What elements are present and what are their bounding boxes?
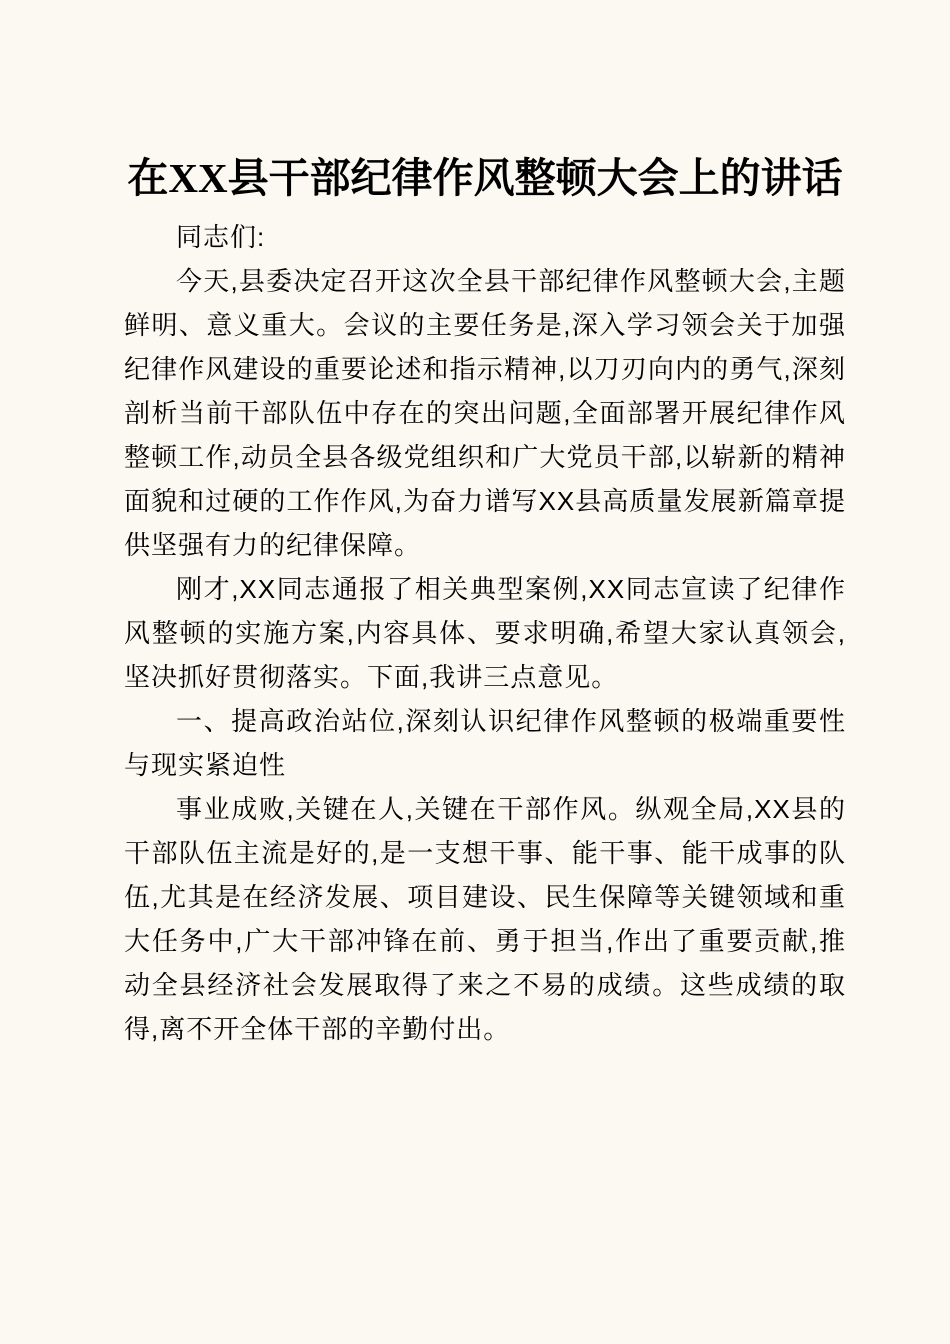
section-heading: 一、提高政治站位,深刻认识纪律作风整顿的极端重要性与现实紧迫性 <box>124 706 846 780</box>
document-title: 在XX县干部纪律作风整顿大会上的讲话 <box>127 155 843 201</box>
paragraph-body: 刚才,XX同志通报了相关典型案例,XX同志宣读了纪律作风整顿的实施方案,内容具体、要求明确,希望大家认真领会,坚决抓好贯彻落实。下面,我讲三点意见。 <box>124 574 846 692</box>
document-content <box>124 0 846 1051</box>
paragraph-salutation: 同志们: <box>176 222 266 252</box>
paragraph-body: 今天,县委决定召开这次全县干部纪律作风整顿大会,主题鲜明、意义重大。会议的主要任务是,深入学习领会关于加强纪律作风建设的重要论述和指示精神,以刀刃向内的勇气,深刻剖析当前干部队伍中存在的突出问题,全面部署开展纪律作风整顿工作,动员全县各级党组织和广大党员干部,以崭新的精神面貌和过硬的工作作风,为奋力谱写XX县高质量发展新篇章提供坚强有力的纪律保障。 <box>124 266 846 560</box>
paragraph-body: 事业成败,关键在人,关键在干部作风。纵观全局,XX县的干部队伍主流是好的,是一支想干事、能干事、能干成事的队伍,尤其是在经济发展、项目建设、民生保障等关键领域和重大任务中,广大干部冲锋在前、勇于担当,作出了重要贡献,推动全县经济社会发展取得了来之不易的成绩。这些成绩的取得,离不开全体干部的辛勤付出。 <box>124 794 846 1044</box>
